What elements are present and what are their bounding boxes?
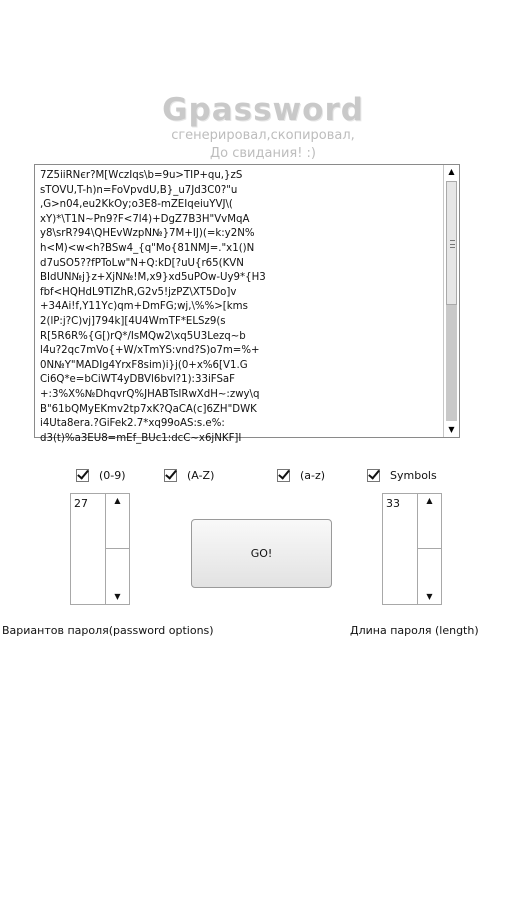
variants-up-arrow-icon[interactable]: ▲: [106, 494, 129, 549]
variants-spinner-buttons[interactable]: [105, 494, 129, 604]
app-subtitle: [0, 127, 506, 163]
length-spinner-buttons[interactable]: [417, 494, 441, 604]
password-output-textarea[interactable]: [34, 164, 460, 444]
symbols-label: Symbols: [390, 468, 437, 482]
length-spinner[interactable]: [382, 493, 442, 605]
password-output-text[interactable]: 7Z5iiRNєr?M[WczIqs\b=9u>TIP+qu,}zS sTOVU,T-h)n=FoVpvdU,B}_u7Jd3C0?"u ,G>n04,eu2KkOy;o3E8-mZEIqeiuYVJ\( xY)*\T1N~Pn9?F<7l4)+DgZ7B3H"VvMqA y8\srR?94\QHEvWzpN№}7M+IJ)(=k:y2N% h<M)<w<h?BSw4_{q"Mo{81NMJ=."x1()N d7uSO5??fPToLw"N+Q:kD[?uU{r65(KVN BIdUN№j}z+XjN№!M,x9}xd5uPOw-Uy9*{H3 fbf<HQHdL9TIZhR,G2v5!jzPZ\XT5Do]v +34Ai!f,Y11Yc)qm+DmFG;wj,\%%>[kms 2(lP:j?C)vj]794k][4U4WmTF*ELSz9(s R[5R6R%{G[)rQ*/IsMQw2\xq5U3Lezq~b l4u?2qc7mVo{+W/xTmYS:vnd?S)o7m=%+ 0N№Y"MADIg4YrxF8sim)i}j(0+x%6[V1.G Ci6Q*e=bCiWT4yDBVl6bvl?1):33iFSaF +:3%X%№DhqvrQ%JHABTslRwXdH~:zwy\q B"61bQMyEKmv2tp7xK?QaCA(c]6ZH"DWK i4Uta8era.?GiFek2.7*xq99oAS:s.e%: d3(t)%a3EU8=mEf_BUc1:dcC~x6jNKF]I: [40, 170, 266, 444]
digits-checkbox[interactable]: [76, 466, 126, 484]
variants-spinner[interactable]: [70, 493, 130, 605]
length-down-arrow-icon[interactable]: ▼: [426, 592, 433, 601]
length-up-arrow-icon[interactable]: ▲: [418, 494, 441, 549]
variants-down-arrow-icon[interactable]: ▼: [114, 592, 121, 601]
scroll-thumb[interactable]: [446, 181, 457, 305]
length-caption: Длина пароля (length): [350, 624, 479, 637]
go-button[interactable]: GO!: [191, 519, 332, 588]
digits-check-icon[interactable]: [76, 469, 89, 482]
subtitle-line-2: До свидания! :): [209, 146, 317, 161]
lowercase-checkbox[interactable]: [277, 466, 325, 484]
scroll-track[interactable]: [446, 305, 457, 421]
uppercase-label: (A-Z): [187, 468, 215, 482]
lowercase-label: (a-z): [300, 468, 326, 482]
variants-value[interactable]: 27: [74, 497, 88, 510]
symbols-check-icon[interactable]: [367, 469, 380, 482]
digits-label: (0-9): [99, 468, 126, 482]
subtitle-line-1: сгенерировал,скопировал,: [171, 128, 355, 143]
variants-caption: Вариантов пароля(password options): [2, 624, 214, 637]
symbols-checkbox[interactable]: [367, 466, 437, 484]
uppercase-checkbox[interactable]: [164, 466, 214, 484]
scroll-up-arrow-icon[interactable]: ▲: [448, 167, 455, 176]
lowercase-check-icon[interactable]: [277, 469, 290, 482]
uppercase-check-icon[interactable]: [164, 469, 177, 482]
password-scrollbar[interactable]: [443, 165, 459, 437]
app-logo-title: Gpassword: [162, 92, 364, 128]
length-value[interactable]: 33: [386, 497, 400, 510]
scroll-grip-icon: [450, 240, 455, 248]
scroll-down-arrow-icon[interactable]: ▼: [448, 425, 455, 434]
